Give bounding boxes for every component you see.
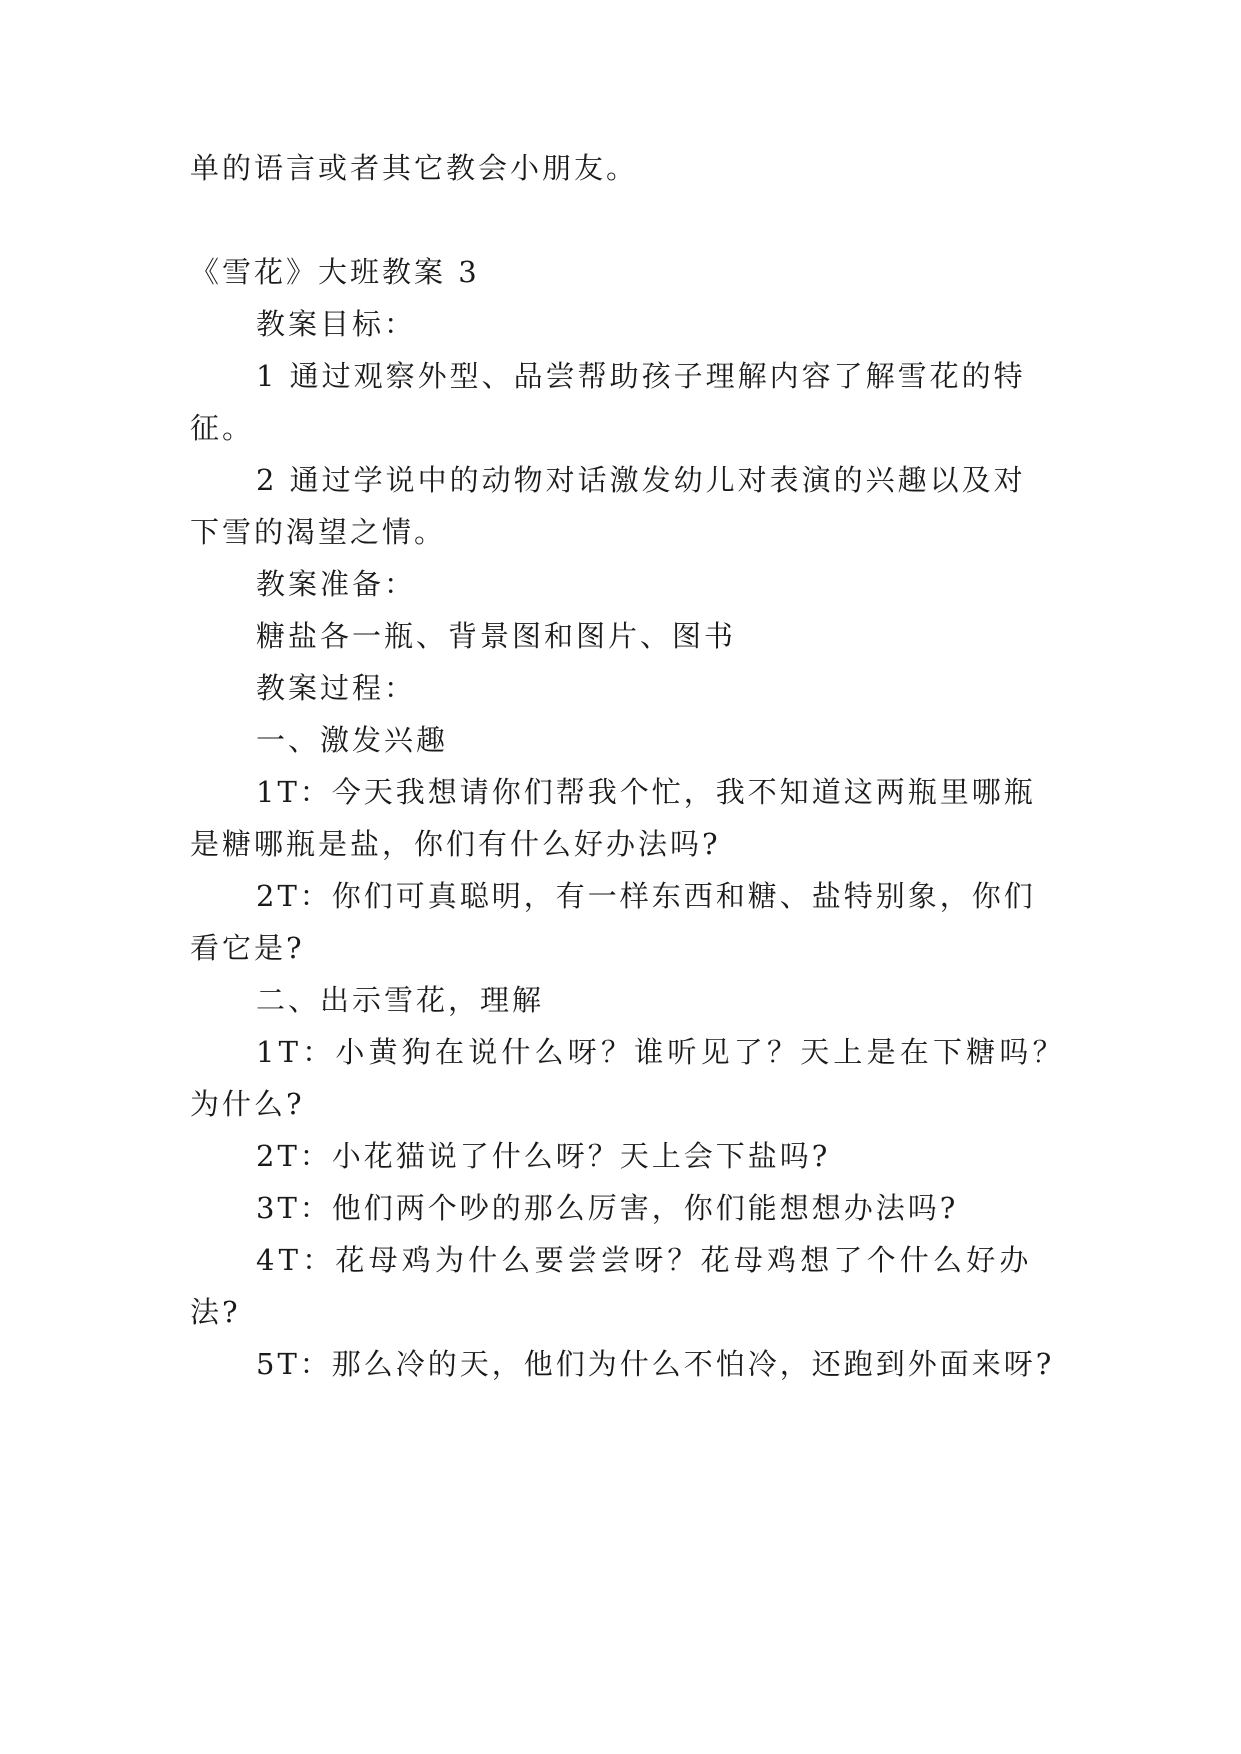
paragraph-line: 1 通过观察外型、品尝帮助孩子理解内容了解雪花的特 — [256, 359, 1026, 393]
heading-preparation: 教案准备： — [256, 567, 417, 601]
section-title: 《雪花》大班教案 3 — [190, 255, 480, 289]
paragraph-line: 糖盐各一瓶、背景图和图片、图书 — [256, 619, 737, 653]
paragraph-line: 1T：今天我想请你们帮我个忙，我不知道这两瓶里哪瓶 — [256, 775, 1036, 809]
paragraph-line: 为什么? — [190, 1087, 305, 1121]
paragraph-line: 征。 — [190, 411, 255, 445]
continuation-paragraph: 单的语言或者其它教会小朋友。 — [190, 151, 639, 185]
paragraph-line: 1T：小黄狗在说什么呀？谁听见了？天上是在下糖吗？ — [256, 1035, 1066, 1069]
paragraph-line: 2 通过学说中的动物对话激发幼儿对表演的兴趣以及对 — [256, 463, 1026, 497]
paragraph-line: 4T：花母鸡为什么要尝尝呀？花母鸡想了个什么好办 — [256, 1243, 1033, 1277]
paragraph-line: 2T：小花猫说了什么呀？天上会下盐吗? — [256, 1139, 831, 1173]
subheading-interest: 一、激发兴趣 — [256, 723, 449, 757]
heading-process: 教案过程： — [256, 671, 417, 705]
paragraph-line: 3T：他们两个吵的那么厉害，你们能想想办法吗? — [256, 1191, 959, 1225]
paragraph-line: 2T：你们可真聪明，有一样东西和糖、盐特别象，你们 — [256, 879, 1036, 913]
heading-objectives: 教案目标： — [256, 307, 417, 341]
paragraph-line: 法? — [190, 1295, 241, 1329]
paragraph-line: 下雪的渴望之情。 — [190, 515, 447, 549]
paragraph-line: 是糖哪瓶是盐，你们有什么好办法吗? — [190, 827, 721, 861]
paragraph-line: 5T：那么冷的天，他们为什么不怕冷，还跑到外面来呀? — [256, 1347, 1055, 1381]
subheading-show-snowflake: 二、出示雪花，理解 — [256, 983, 545, 1017]
paragraph-line: 看它是? — [190, 931, 305, 965]
